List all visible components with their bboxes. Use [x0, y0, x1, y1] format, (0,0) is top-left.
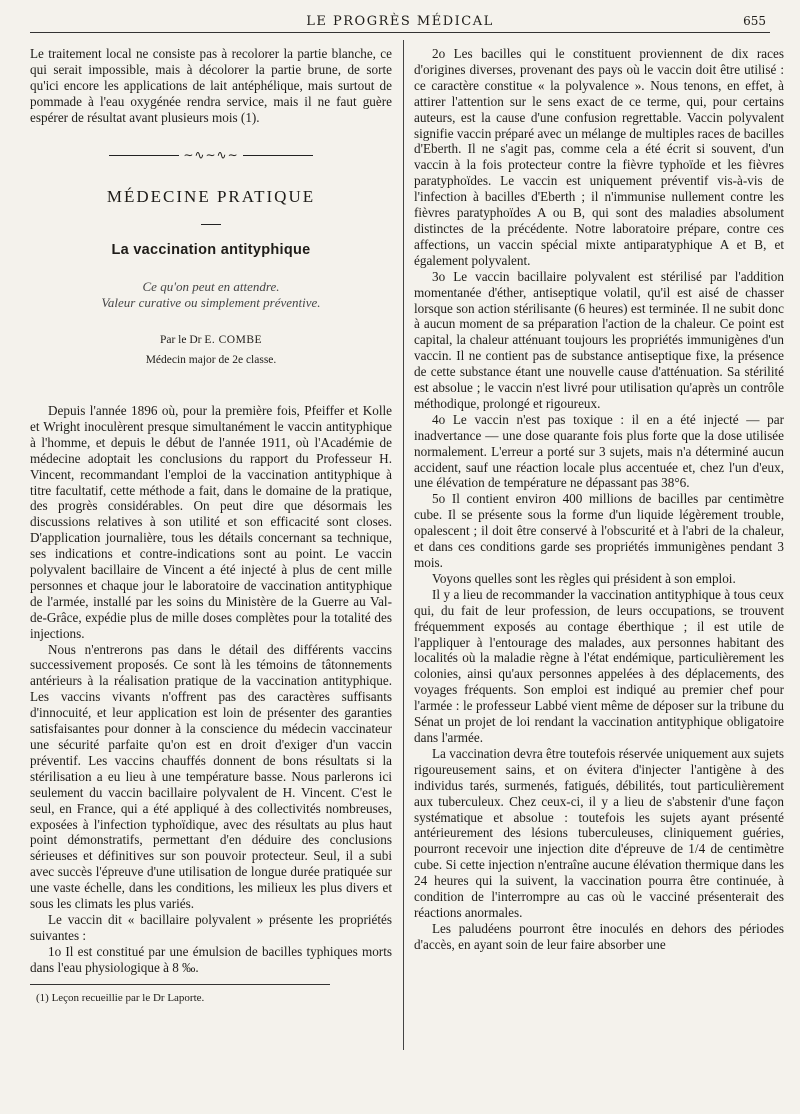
- epigraph: [30, 279, 392, 311]
- body-paragraph: 4o Le vaccin n'est pas toxique : il en a été injecté — par inadvertance — une dose quarante fois plus forte que la dose utilisée normalement. L'erreur a porté sur 3 sujets, mais n'a déterminé aucun accident, sauf une réaction locale plus accentuée et, chez l'un d'eux, une élévation de température ne dépassant pas 38°6.: [414, 411, 784, 491]
- journal-title: LE PROGRÈS MÉDICAL: [306, 14, 494, 29]
- body-paragraph: 2o Les bacilles qui le constituent proviennent de dix races d'origines diverses, provenant des pays où le vaccin doit être utilisé : ce caractère constitue « la polyvalence ». Nous tenons, en effet, à attirer l'attention sur le sens exact de ce terme, qui, pour certains auteurs, est la cause d'une confusion regrettable. Vaccin polyvalent signifie vaccin préparé avec un mélange de multiples races de bacilles d'Eberth. Il ne s'agit pas, comme cela a été écrit si souvent, d'un vaccin à la fois protecteur contre la fièvre typhoïde et les fièvres paratyphoïdes. Le vaccin est uniquement préventif vis-à-vis de l'infection à bacilles d'Eberth ; il n'immunise nullement contre les fièvres paratyphoïdes A ou B, qui sont des maladies absolument distinctes de la précédente. Notre laboratoire prépare, contre ces affections, un vaccin spécial mixte antiparatyphique A et B, et également polyvalent.: [414, 46, 784, 268]
- byline-prefix: Par le Dr: [159, 334, 202, 347]
- epigraph-line-1: Ce qu'on peut en attendre.: [142, 279, 280, 295]
- body-paragraph: Voyons quelles sont les règles qui président à son emploi.: [432, 570, 736, 586]
- footnote-rule: [30, 984, 330, 985]
- article-title: La vaccination antityphique: [111, 242, 311, 259]
- intro-paragraph: Le traitement local ne consiste pas à recolorer la partie blanche, ce qui serait impossible, mais à décolorer la partie brune, de sorte qu'ici encore les applications de lait antéphélique, mais surtout de pommade à l'eau oxygénée rendra service, mais il ne faut guère espérer de résultat avant plusieurs mois (1).: [30, 46, 392, 125]
- body-paragraph: La vaccination devra être toutefois réservée uniquement aux sujets rigoureusement sains, et on évitera d'injecter l'antigène à des individus tarés, surmenés, fatigués, débilités, tout particulièrement aux tuberculeux. Chez ceux-ci, il y a lieu de s'abstenir d'une façon systématique et absolue : toutefois les sujets ayant présenté antérieurement des lésions tuberculeuses, cliniquement guéries, pourront recevoir une injection dite d'épreuve de 1/4 de centimètre cube. Si cette injection n'entraîne aucune élévation thermique dans les 24 heures qui la suivent, la vaccination pourra être continuée, à condition de l'interrompre au cas où le vacciné présenterait des réactions anormales.: [414, 745, 784, 920]
- body-paragraph: Les paludéens pourront être inoculés en dehors des périodes d'accès, en ayant soin de leur faire absorber une: [414, 920, 784, 952]
- body-paragraph: 1o Il est constitué par une émulsion de bacilles typhiques morts dans l'eau physiologique à 8 ‰.: [30, 943, 392, 975]
- author-rank: Médecin major de 2e classe.: [145, 354, 277, 367]
- footnote: (1) Leçon recueillie par le Dr Laporte.: [36, 991, 205, 1004]
- body-paragraph: Il y a lieu de recommander la vaccination antityphique à tous ceux qui, du fait de leur profession, de leurs occupations, se trouvent fréquemment exposés au contage éberthique ; il est utile de l'appliquer à l'entourage des malades, aux personnes habitant des localités où la maladie règne à l'état endémique, particulièrement les colonies, ainsi qu'aux personnes appelées à des déplacements, des voyages fréquents. Son emploi est indiqué au premier chef pour l'armée : le professeur Labbé vient même de déposer sur la tribune du Sénat un projet de loi rendant la vaccination antityphique obligatoire dans l'armée.: [414, 586, 784, 745]
- epigraph-line-2: Valeur curative ou simplement préventive.: [101, 295, 321, 311]
- title-dash: [30, 213, 392, 229]
- running-header: [30, 10, 770, 33]
- body-paragraph: 3o Le vaccin bacillaire polyvalent est stérilisé par l'addition momentanée d'éther, antiseptique volatil, qu'il est aisé de chasser lorsque son action stérilisante (6 heures) est terminée. Il ne subit donc à aucun moment de sa préparation l'action de la chaleur. Ce point est capital, la chaleur atténuant toujours les propriétés immunigènes d'un vaccin. Il ne contient pas de substance antiseptique fixe, la présence de cette substance étant une nouvelle cause d'atténuation. Sa stérilité est absolue ; le vaccin n'est livré pour utilisation qu'après un contrôle méthodique, prolongé et rigoureux.: [414, 268, 784, 411]
- body-paragraph: Nous n'entrerons pas dans le détail des différents vaccins successivement proposés. Ce sont là les témoins de tâtonnements antérieurs à la réalisation pratique de la vaccination antityphique. Les vaccins vivants n'offrent pas des caractères suffisants d'innocuité, et leur application est loin de présenter des garanties satisfaisantes pour donner à la conscience du médecin vaccinateur une sécurité parfaite qu'on est en droit d'exiger d'un vaccin préventif. Les vaccins chauffés donnent de bons résultats si la stérilisation a eu lieu à une température basse. Nous parlerons ici seulement du vaccin bacillaire polyvalent de H. Vincent. C'est le seul, en France, qui a été appliqué à des collectivités nombreuses, exposées à l'infection typhoïdique, avec des résultats au plus haut point démonstratifs, permettant d'en déduire des conclusions sérieuses et définitives sur son pouvoir protecteur. Seul, il a subi avec succès l'épreuve d'une utilisation de longue durée pratiquée sur une vaste échelle, dans les conditions, les milieux les plus divers et sous les climats les plus variés.: [30, 641, 392, 912]
- body-paragraph: Depuis l'année 1896 où, pour la première fois, Pfeiffer et Kolle et Wright inoculèrent presque simultanément le vaccin antityphique à l'homme, et depuis le début de l'année 1911, où l'Académie de médecine adoptait les conclusions du rapport du Professeur H. Vincent, recommandant l'emploi de la vaccination antityphique à titre facultatif, cette méthode a fait, dans le domaine de la pratique, des progrès considérables. On peut dire que désormais les discussions relatives à son utilité et son efficacité sont closes. D'application journalière, tous les détails concernant sa technique, ses indications et contre-indications sont au point. Le vaccin polyvalent bacillaire de Vincent a été injecté à plus de cent mille personnes et chaque jour le laboratoire de vaccination antityphique de l'armée, installé par les soins du Ministère de la Guerre au Val-de-Grâce, expédie plus de mille doses complètes pour la totalité des injections.: [30, 402, 392, 641]
- body-paragraph: 5o Il contient environ 400 millions de bacilles par centimètre cube. Il se présente sous la forme d'un liquide légèrement trouble, opalescent ; il doit être conservé à l'obscurité et à l'abri de la chaleur, et dans ces conditions garde ses propriétés immunigènes pendant 3 mois.: [414, 491, 784, 570]
- author-name: E. COMBE: [204, 334, 263, 347]
- page-number: 655: [743, 14, 766, 28]
- body-paragraph: Le vaccin dit « bacillaire polyvalent » présente les propriétés suivantes :: [30, 911, 392, 943]
- right-column: [414, 46, 784, 953]
- left-column: [30, 46, 392, 1007]
- byline: [30, 333, 392, 349]
- section-title: MÉDECINE PRATIQUE: [106, 187, 316, 207]
- ornament-divider: ∼∿∼∿∼: [30, 148, 392, 164]
- column-divider: [403, 40, 404, 1050]
